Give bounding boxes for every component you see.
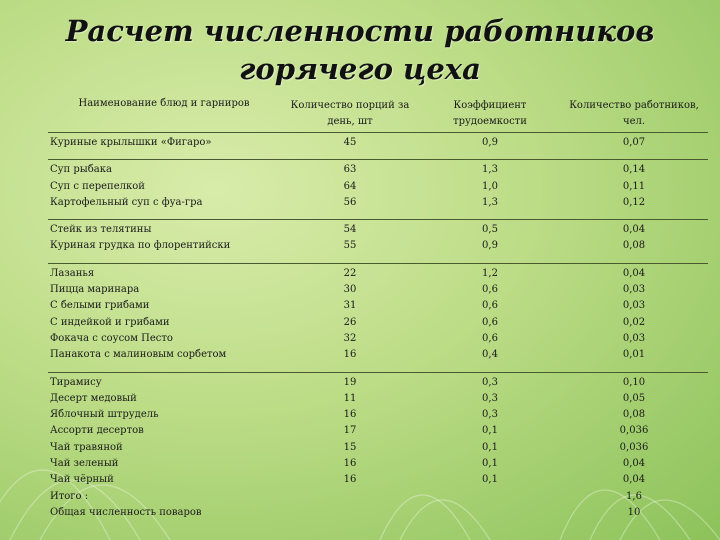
table-cell-names bbox=[48, 160, 280, 220]
dish-name: Яблочный штрудель bbox=[50, 409, 159, 421]
dish-name: Итого : bbox=[50, 490, 89, 502]
dish-name: Чай зеленый bbox=[50, 458, 119, 470]
portions-value: 55 bbox=[343, 240, 357, 252]
staffing-table bbox=[48, 96, 708, 521]
dish-name: Общая численность поваров bbox=[50, 506, 202, 518]
coefficient-value: 1,3 bbox=[482, 196, 498, 208]
workers-value: 0,05 bbox=[622, 392, 646, 404]
table-row bbox=[48, 372, 708, 521]
table-cell-names bbox=[48, 133, 280, 160]
coefficient-value: 0,3 bbox=[482, 392, 498, 404]
portions-value: 64 bbox=[343, 180, 357, 192]
dish-name: Ассорти десертов bbox=[50, 425, 144, 437]
portions-value: 54 bbox=[343, 224, 357, 236]
workers-value: 0,08 bbox=[622, 240, 646, 252]
portions-value: 26 bbox=[343, 316, 357, 328]
table-cell-coef bbox=[420, 160, 560, 220]
portions-value: 11 bbox=[343, 392, 357, 404]
workers-value: 0,12 bbox=[622, 196, 646, 208]
dish-name: Куриные крылышки «Фигаро» bbox=[50, 137, 212, 148]
table-cell-portions bbox=[280, 263, 420, 372]
coefficient-value: 1,2 bbox=[482, 267, 498, 279]
portions-value: 30 bbox=[343, 284, 357, 296]
table-cell-workers bbox=[560, 160, 708, 220]
coefficient-value: 0,6 bbox=[482, 300, 498, 312]
table-cell-portions bbox=[280, 372, 420, 521]
dish-name: Пицца маринара bbox=[50, 284, 140, 296]
coefficient-value: 0,6 bbox=[482, 284, 498, 296]
title-line-2: горячего цеха bbox=[239, 52, 481, 86]
dish-name: С белыми грибами bbox=[50, 300, 150, 312]
dish-name: Чай чёрный bbox=[50, 474, 114, 486]
table-body bbox=[48, 133, 708, 522]
portions-value: 63 bbox=[343, 164, 357, 176]
coefficient-value: 0,5 bbox=[482, 224, 498, 236]
table-cell-workers bbox=[560, 372, 708, 521]
table-cell-portions bbox=[280, 133, 420, 160]
portions-value: 16 bbox=[343, 458, 357, 470]
coefficient-value: 0,1 bbox=[482, 441, 498, 453]
coefficient-value: 0,6 bbox=[482, 316, 498, 328]
portions-value: 16 bbox=[343, 349, 357, 361]
portions-value: 17 bbox=[343, 425, 357, 437]
table-row bbox=[48, 160, 708, 220]
dish-name: Куриная грудка по флорентийски bbox=[50, 240, 231, 252]
table-cell-workers bbox=[560, 220, 708, 264]
portions-value: 16 bbox=[343, 474, 357, 486]
header-coefficient: Коэффициент трудоемкости bbox=[453, 99, 527, 127]
coefficient-value: 1,0 bbox=[482, 180, 498, 192]
workers-value: 0,036 bbox=[619, 425, 649, 437]
header-dish-name: Наименование блюд и гарниров bbox=[78, 98, 250, 109]
table-row bbox=[48, 133, 708, 160]
workers-value: 0,01 bbox=[622, 349, 646, 361]
dish-name: Панакота с малиновым сорбетом bbox=[50, 349, 227, 361]
workers-value: 0,04 bbox=[622, 267, 646, 279]
dish-name: Суп рыбака bbox=[50, 164, 112, 176]
portions-value: 45 bbox=[343, 137, 357, 148]
workers-value: 0,03 bbox=[622, 300, 646, 312]
title-line-1: Расчет численности работников bbox=[65, 14, 655, 48]
workers-value: 0,07 bbox=[622, 137, 646, 148]
dish-name: Картофельный суп с фуа-гра bbox=[50, 196, 203, 208]
table-row bbox=[48, 220, 708, 264]
workers-value: 0,03 bbox=[622, 284, 646, 296]
workers-value: 0,08 bbox=[622, 409, 646, 421]
dish-name: Чай травяной bbox=[50, 441, 123, 453]
slide-title bbox=[0, 12, 720, 88]
table-cell-coef bbox=[420, 263, 560, 372]
portions-value: 22 bbox=[343, 267, 357, 279]
workers-value: 0,03 bbox=[622, 332, 646, 344]
coefficient-value: 0,9 bbox=[482, 137, 498, 148]
dish-name: Тирамису bbox=[50, 376, 102, 388]
portions-value: 32 bbox=[343, 332, 357, 344]
coefficient-value: 0,6 bbox=[482, 332, 498, 344]
table-row bbox=[48, 263, 708, 372]
workers-value: 0,04 bbox=[622, 224, 646, 236]
coefficient-value: 0,9 bbox=[482, 240, 498, 252]
dish-name: Лазанья bbox=[50, 267, 95, 279]
table-header-row bbox=[48, 96, 708, 133]
workers-value: 0,04 bbox=[622, 474, 646, 486]
header-workers: Количество работников, чел. bbox=[569, 99, 699, 127]
portions-value: 56 bbox=[343, 196, 357, 208]
table-cell-names bbox=[48, 263, 280, 372]
coefficient-value: 0,1 bbox=[482, 474, 498, 486]
portions-value: 19 bbox=[343, 376, 357, 388]
coefficient-value: 1,3 bbox=[482, 164, 498, 176]
header-portions: Количество порций за день, шт bbox=[290, 99, 410, 127]
workers-value: 0,036 bbox=[619, 441, 649, 453]
table-cell-portions bbox=[280, 220, 420, 264]
workers-value: 1,6 bbox=[626, 490, 642, 502]
dish-name: Десерт медовый bbox=[50, 392, 137, 404]
workers-value: 0,02 bbox=[622, 316, 646, 328]
table-cell-names bbox=[48, 220, 280, 264]
coefficient-value: 0,3 bbox=[482, 409, 498, 421]
dish-name: Суп с перепелкой bbox=[50, 180, 145, 192]
coefficient-value: 0,3 bbox=[482, 376, 498, 388]
portions-value: 31 bbox=[343, 300, 357, 312]
dish-name: Фокача с соусом Песто bbox=[50, 332, 173, 344]
table-cell-coef bbox=[420, 372, 560, 521]
workers-value: 0,10 bbox=[622, 376, 646, 388]
table-cell-names bbox=[48, 372, 280, 521]
table-cell-portions bbox=[280, 160, 420, 220]
workers-value: 0,14 bbox=[622, 164, 646, 176]
coefficient-value: 0,1 bbox=[482, 458, 498, 470]
coefficient-value: 0,1 bbox=[482, 425, 498, 437]
dish-name: Стейк из телятины bbox=[50, 224, 152, 236]
portions-value: 16 bbox=[343, 409, 357, 421]
coefficient-value: 0,4 bbox=[482, 349, 498, 361]
table-cell-coef bbox=[420, 133, 560, 160]
table-cell-workers bbox=[560, 133, 708, 160]
table-cell-coef bbox=[420, 220, 560, 264]
workers-value: 10 bbox=[627, 506, 641, 518]
table-cell-workers bbox=[560, 263, 708, 372]
workers-value: 0,04 bbox=[622, 458, 646, 470]
workers-value: 0,11 bbox=[622, 180, 646, 192]
portions-value: 15 bbox=[343, 441, 357, 453]
dish-name: С индейкой и грибами bbox=[50, 316, 170, 328]
